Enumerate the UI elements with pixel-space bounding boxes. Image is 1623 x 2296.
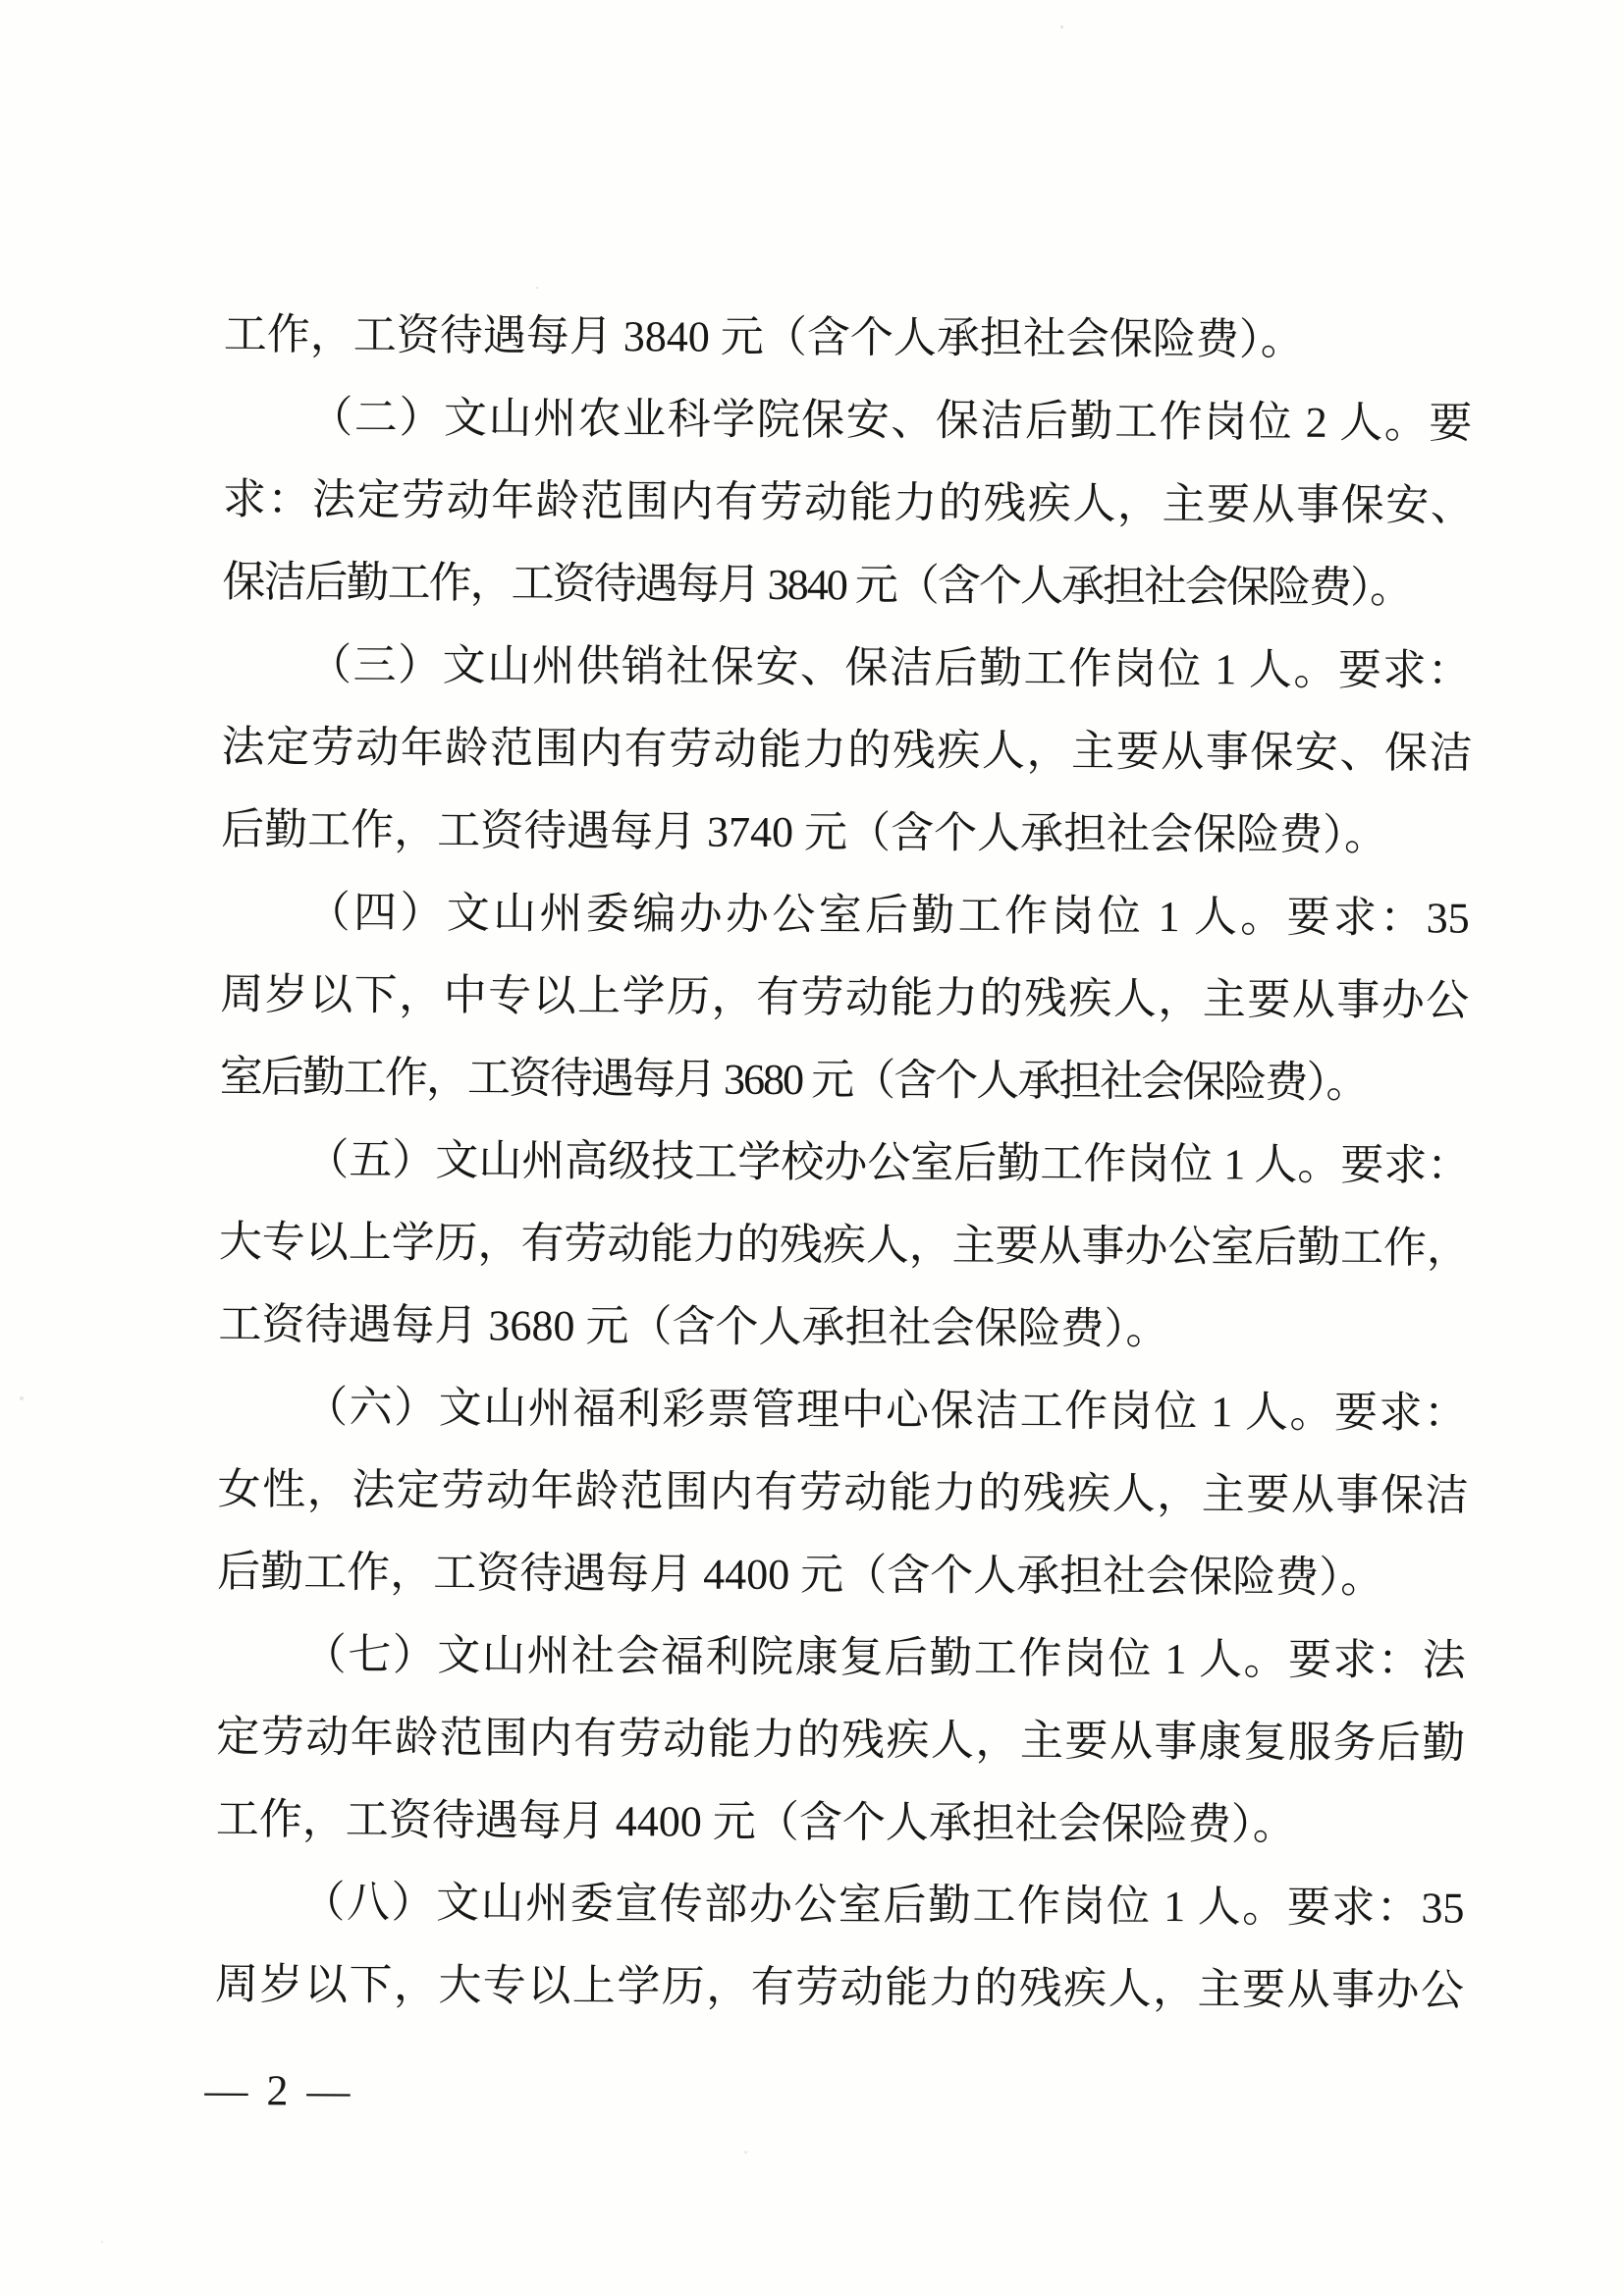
scan-speck	[20, 1396, 24, 1400]
text-line: 女性，法定劳动年龄范围内有劳动能力的残疾人，主要从事保洁	[217, 1464, 1467, 1520]
text-line: 室后勤工作，工资待遇每月 3680 元（含个人承担社会保险费）。	[219, 1052, 1368, 1108]
document-body	[204, 294, 1473, 2127]
text-line: 求：法定劳动年龄范围内有劳动能力的残疾人，主要从事保安、	[222, 474, 1473, 530]
text-line: 工作，工资待遇每月 4400 元（含个人承担社会保险费）。	[215, 1794, 1296, 1849]
text-line: （八）文山州委宣传部办公室后勤工作岗位 1 人。要求：35	[301, 1878, 1465, 1933]
page-number: — 2 —	[204, 2065, 354, 2115]
text-line: 大专以上学历，有劳动能力的残疾人，主要从事办公室后勤工作，	[218, 1217, 1469, 1273]
text-line: 周岁以下，大专以上学历，有劳动能力的残疾人，主要从事办公	[214, 1959, 1465, 2015]
scan-speck	[536, 287, 538, 289]
text-line: 工作，工资待遇每月 3840 元（含个人承担社会保险费）。	[223, 309, 1304, 364]
text-line: 法定劳动年龄范围内有劳动能力的残疾人，主要从事保安、保洁	[221, 722, 1471, 778]
text-line: （七）文山州社会福利院康复后勤工作岗位 1 人。要求：法	[302, 1630, 1466, 1685]
text-line: （四）文山州委编办办公室后勤工作岗位 1 人。要求：35	[306, 888, 1470, 943]
text-line: 定劳动年龄范围内有劳动能力的残疾人，主要从事康复服务后勤	[216, 1712, 1466, 1768]
scan-speck	[1060, 26, 1063, 28]
text-line: （三）文山州供销社保安、保洁后勤工作岗位 1 人。要求：	[307, 640, 1472, 695]
text-line: 后勤工作，工资待遇每月 4400 元（含个人承担社会保险费）。	[217, 1547, 1384, 1603]
text-line: 工资待遇每月 3680 元（含个人承担社会保险费）。	[218, 1299, 1169, 1354]
scan-speck	[101, 2241, 103, 2243]
text-line: 周岁以下，中专以上学历，有劳动能力的残疾人，主要从事办公	[220, 969, 1470, 1025]
text-line: （二）文山州农业科学院保安、保洁后勤工作岗位 2 人。要	[309, 393, 1473, 448]
text-line: 保洁后勤工作，工资待遇每月 3840 元（含个人承担社会保险费）。	[222, 557, 1412, 613]
scan-speck	[744, 2151, 747, 2154]
text-line: （五）文山州高级技工学校办公室后勤工作岗位 1 人。要求：	[305, 1135, 1469, 1190]
text-line: （六）文山州福利彩票管理中心保洁工作岗位 1 人。要求：	[303, 1383, 1468, 1438]
text-line: 后勤工作，工资待遇每月 3740 元（含个人承担社会保险费）。	[221, 804, 1388, 860]
